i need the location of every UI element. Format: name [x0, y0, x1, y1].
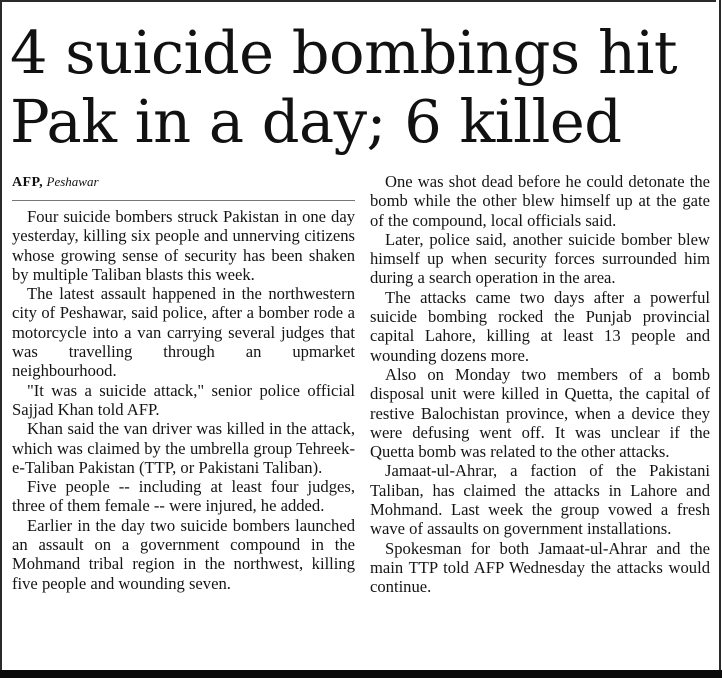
- left-rule: [0, 0, 2, 672]
- byline-agency: AFP,: [12, 175, 44, 190]
- article-paragraph: Earlier in the day two suicide bombers launched an assault on a government compound in the Mohmand tribal region in the northwest, killing five people and wounding seven.: [12, 515, 355, 593]
- article-paragraph: Also on Monday two members of a bomb disposal unit were killed in Quetta, the capital of restive Balochistan province, when a device they were defusing went off. It was unclear if the Quetta bomb was related to the other attacks.: [370, 364, 710, 462]
- article-paragraph: Five people -- including at least four judges, three of them female -- were injured, he added.: [12, 477, 355, 516]
- article-paragraph: One was shot dead before he could detonate the bomb while the other blew himself up at the gate of the compound, local officials said.: [370, 172, 710, 230]
- headline-line-1: 4 suicide bombings hit: [10, 18, 678, 87]
- article-paragraph: Jamaat-ul-Ahrar, a faction of the Pakistani Taliban, has claimed the attacks in Lahore and Mohmand. Last week the group vowed a fresh wave of assaults on government installations.: [370, 461, 710, 539]
- headline: [10, 18, 710, 156]
- article-paragraph: The latest assault happened in the northwestern city of Peshawar, said police, after a bomber rode a motorcycle into a van carrying several judges that was travelling through an upmarket neighbourhood.: [12, 284, 355, 381]
- article-column-left: [12, 207, 355, 593]
- article-paragraph: Khan said the van driver was killed in the attack, which was claimed by the umbrella group Tehreek-e-Taliban Pakistan (TTP, or Pakistani Taliban).: [12, 419, 355, 477]
- top-rule: [0, 0, 716, 2]
- article-paragraph: The attacks came two days after a powerful suicide bombing rocked the Punjab provincial capital Lahore, killing at least 13 people and wounding dozens more.: [370, 287, 710, 365]
- article-paragraph: Spokesman for both Jamaat-ul-Ahrar and the main TTP told AFP Wednesday the attacks would continue.: [370, 538, 710, 597]
- article-paragraph: "It was a suicide attack," senior police official Sajjad Khan told AFP.: [12, 380, 355, 419]
- right-rule: [719, 0, 721, 672]
- article-paragraph: Later, police said, another suicide bomber blew himself up when security forces surrounded him during a search operation in the area.: [370, 229, 710, 288]
- article-paragraph: Four suicide bombers struck Pakistan in one day yesterday, killing six people and unnerving citizens whose growing sense of security has been shaken by multiple Taliban blasts this week.: [12, 207, 355, 284]
- article-column-right: [370, 172, 710, 597]
- byline: [12, 174, 355, 201]
- byline-location: Peshawar: [46, 174, 99, 189]
- headline-line-2: Pak in a day; 6 killed: [10, 87, 622, 156]
- bottom-bar: [0, 670, 722, 678]
